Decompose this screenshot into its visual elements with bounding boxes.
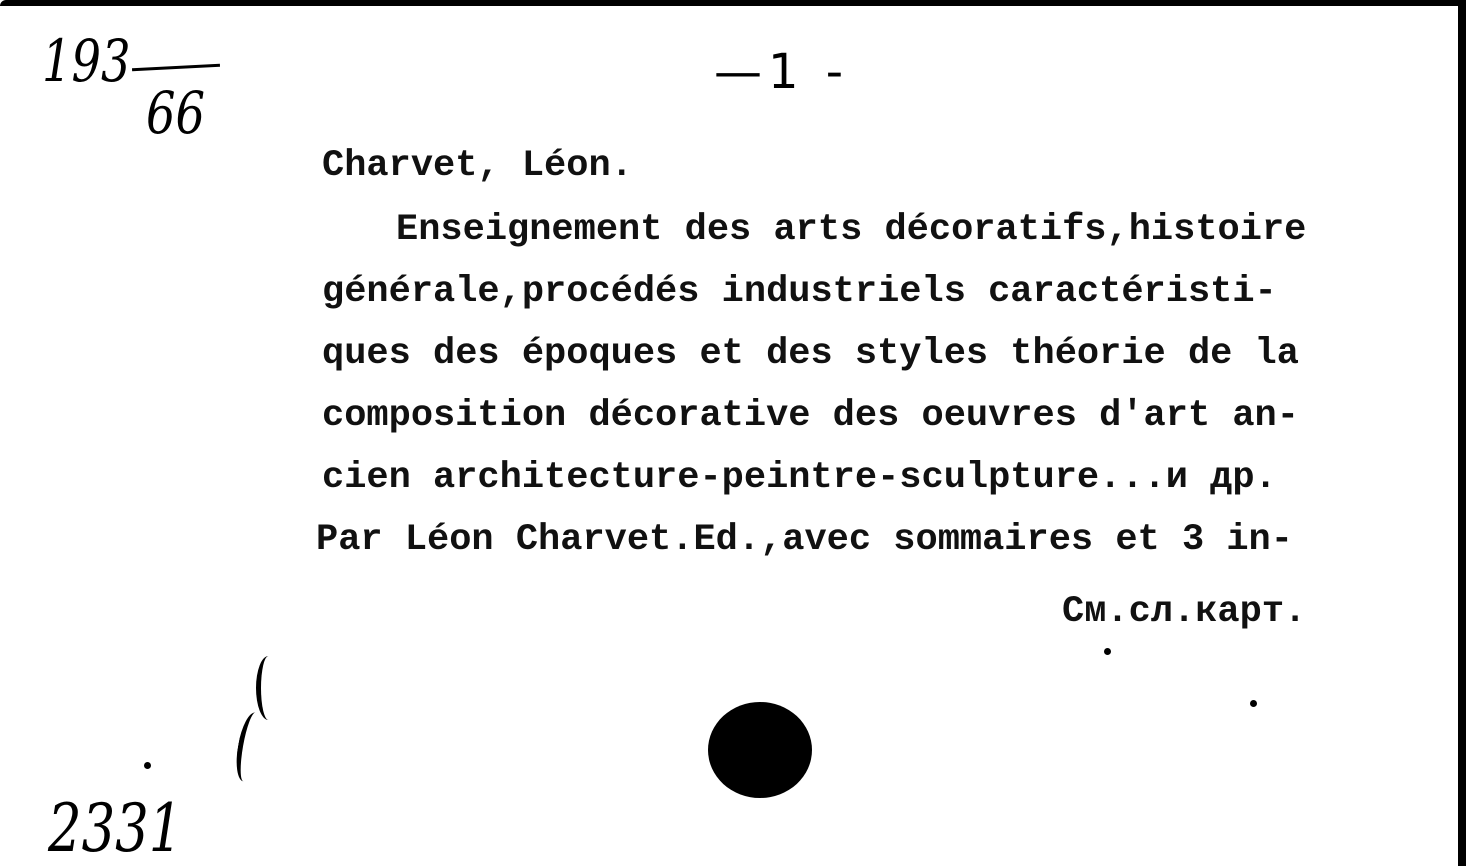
author-heading: Charvet, Léon.	[322, 145, 633, 187]
shelf-mark-fraction-line	[132, 64, 220, 72]
page-marker: —1 -	[714, 44, 850, 100]
scan-border-right	[1458, 0, 1466, 866]
pen-stroke	[232, 711, 267, 784]
title-line: ques des époques et des styles théorie de la	[322, 333, 1299, 375]
shelf-mark-numerator: 193	[42, 27, 131, 95]
ink-dot	[144, 762, 151, 769]
see-next-card-note: См.сл.карт.	[1062, 591, 1307, 633]
title-line: composition décorative des oeuvres d'art an-	[322, 395, 1299, 437]
inventory-number: 2331	[48, 790, 183, 866]
scan-border-top	[0, 0, 1466, 6]
ink-dot	[1104, 648, 1111, 655]
ink-dot	[1250, 700, 1257, 707]
shelf-mark-denominator: 66	[146, 79, 206, 147]
title-line: Enseignement des arts décoratifs,histoire	[396, 209, 1307, 251]
pen-stroke	[256, 656, 281, 720]
title-line: générale,procédés industriels caractéristi-	[322, 271, 1277, 313]
title-line: cien architecture-peintre-sculpture...и др.	[322, 457, 1277, 499]
punch-hole	[708, 702, 812, 798]
title-line: Par Léon Charvet.Ed.,avec sommaires et 3 in-	[316, 519, 1293, 561]
